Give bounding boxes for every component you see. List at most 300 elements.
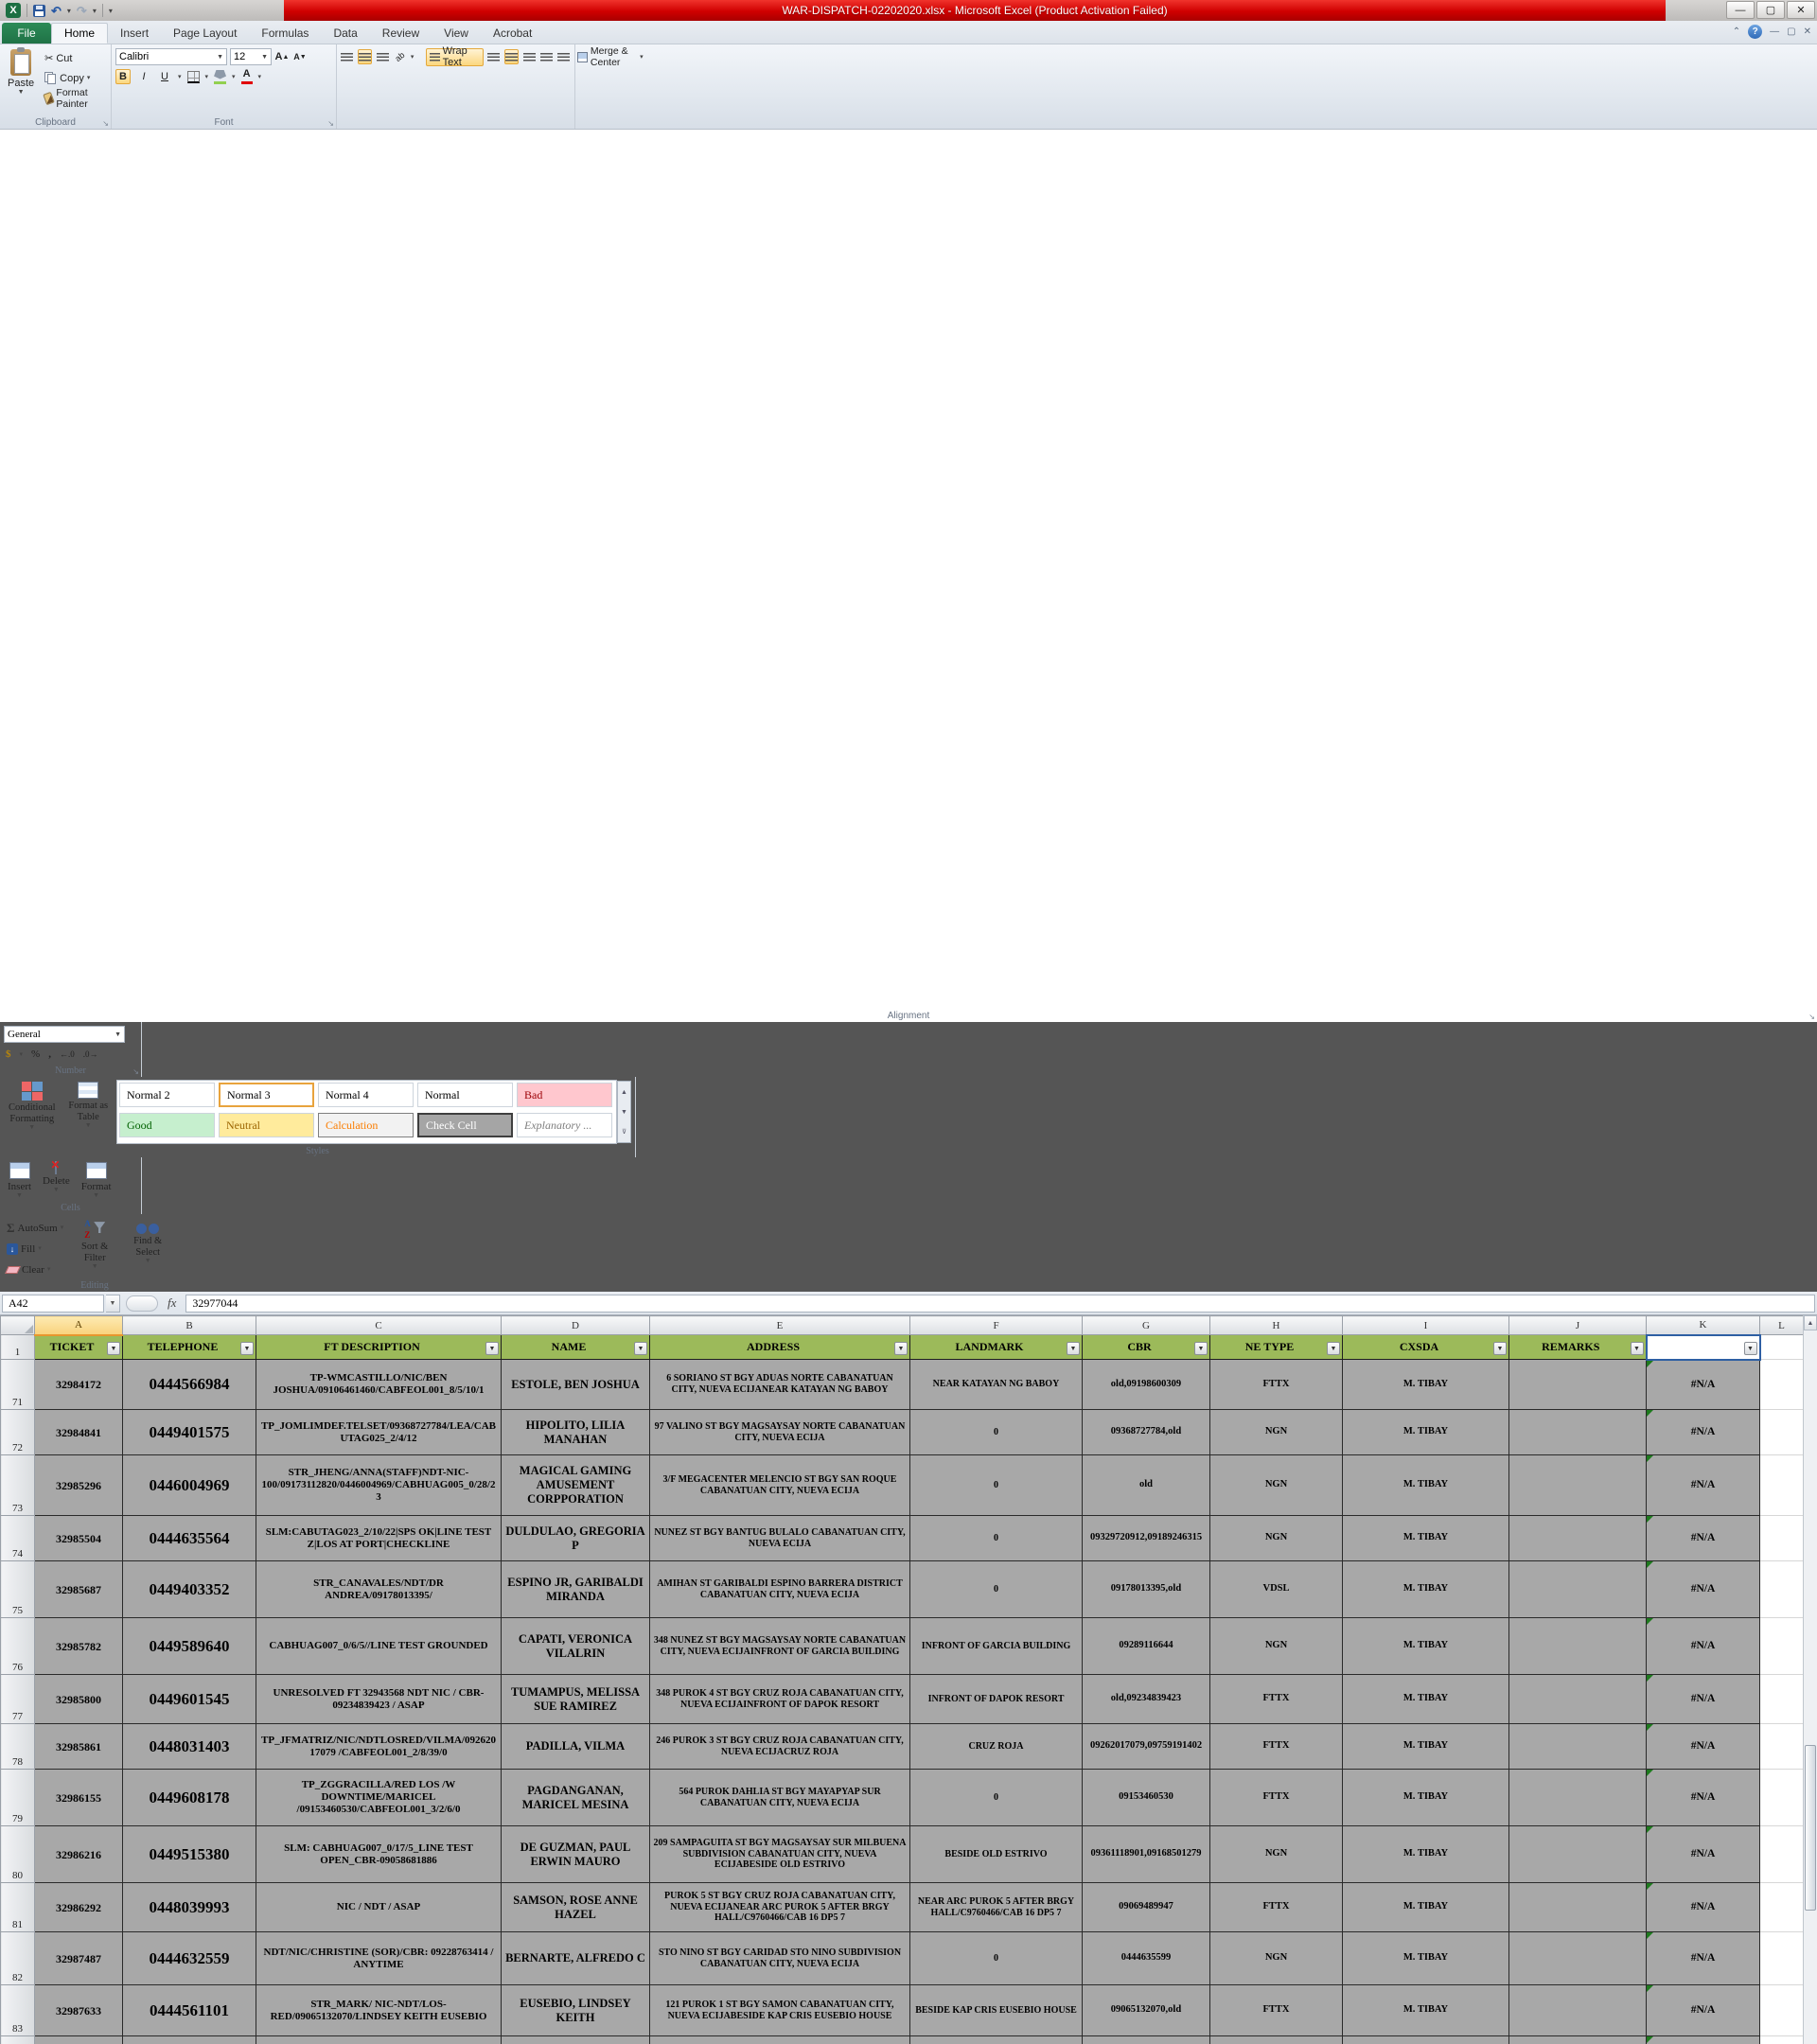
cell-address[interactable] [650,2036,910,2044]
tab-review[interactable]: Review [381,26,420,40]
clear-button[interactable]: Clear ▾ [4,1260,66,1278]
cell-k[interactable]: #N/A [1647,1675,1760,1724]
cell-cxsda[interactable]: M. TIBAY [1343,1770,1509,1826]
cell-telephone[interactable]: 0444632559 [123,1932,256,1985]
cell-ft_description[interactable]: TP_ZGGRACILLA/RED LOS /W DOWNTIME/MARICEL /09153460530/CABFEOL001_3/2/6/0 [256,1770,502,1826]
cell-telephone[interactable]: 0444561101 [123,1985,256,2036]
cell-ft_description[interactable]: SLM:CABUTAG023_2/10/22|SPS OK|LINE TEST Z|LOS AT PORT|CHECKLINE [256,1516,502,1561]
cell-ft_description[interactable] [256,2036,502,2044]
align-middle-icon[interactable] [358,49,372,64]
cell-ticket[interactable]: 32986155 [35,1770,123,1826]
cell-name[interactable]: MAGICAL GAMING AMUSEMENT CORPPORATION [502,1455,650,1516]
row-number[interactable]: 75 [1,1561,35,1618]
filter-dropdown-icon[interactable]: ▼ [1744,1342,1757,1355]
cell-style-check-cell[interactable]: Check Cell [417,1113,513,1137]
cell-telephone[interactable]: 0446004969 [123,1455,256,1516]
cell-name[interactable]: ESTOLE, BEN JOSHUA [502,1360,650,1410]
cell-ft_description[interactable]: NIC / NDT / ASAP [256,1883,502,1932]
vertical-scrollbar[interactable] [1803,1315,1817,2044]
cell-remarks[interactable] [1509,1455,1647,1516]
column-header-J[interactable]: J [1509,1316,1647,1335]
tab-formulas[interactable]: Formulas [261,26,309,40]
cell-l[interactable] [1760,1561,1804,1618]
cell-telephone[interactable]: 0449608178 [123,1770,256,1826]
cell-address[interactable]: 564 PUROK DAHLIA ST BGY MAYAPYAP SUR CABANATUAN CITY, NUEVA ECIJA [650,1770,910,1826]
cell-k[interactable]: #N/A [1647,1410,1760,1455]
cell-style-good[interactable]: Good [119,1113,215,1137]
row-number[interactable]: 83 [1,1985,35,2036]
vertical-scroll-thumb[interactable] [1805,1745,1816,1911]
cell-telephone[interactable]: 0449589640 [123,1618,256,1675]
fill-button[interactable]: ↓ Fill ▾ [4,1240,66,1258]
cell-cbr[interactable]: 09069489947 [1083,1883,1210,1932]
cell-telephone[interactable]: 0449401575 [123,1410,256,1455]
cell-l[interactable] [1760,1985,1804,2036]
header-cell-telephone[interactable] [123,1335,256,1360]
tab-acrobat[interactable]: Acrobat [492,26,533,40]
header-cell-ne_type[interactable] [1210,1335,1343,1360]
filter-dropdown-icon[interactable]: ▼ [1631,1342,1644,1355]
cell-cbr[interactable]: 09289116644 [1083,1618,1210,1675]
number-format-combo[interactable]: General ▼ [4,1026,125,1043]
cell-telephone[interactable]: 0449515380 [123,1826,256,1883]
cell-name[interactable]: PAGDANGANAN, MARICEL MESINA [502,1770,650,1826]
excel-logo-icon[interactable]: X [6,3,21,18]
cell-ft_description[interactable]: STR_JHENG/ANNA(STAFF)NDT-NIC-100/09173112820/0446004969/CABHUAG005_0/28/23 [256,1455,502,1516]
filter-dropdown-icon[interactable]: ▼ [894,1342,908,1355]
header-cell-remarks[interactable] [1509,1335,1647,1360]
cell-cbr[interactable]: 09262017079,09759191402 [1083,1724,1210,1770]
column-header-F[interactable]: F [910,1316,1083,1335]
cell-ticket[interactable]: 32985687 [35,1561,123,1618]
cell-ticket[interactable]: 32985296 [35,1455,123,1516]
align-bottom-icon[interactable] [377,49,389,64]
doc-close-icon[interactable]: ✕ [1803,26,1811,37]
alignment-dialog-launcher-icon[interactable]: ↘ [1808,1013,1815,1021]
cut-button[interactable] [42,49,107,67]
styles-gallery-down-icon[interactable]: ▼ [621,1107,627,1116]
cell-remarks[interactable] [1509,1618,1647,1675]
cell-landmark[interactable]: 0 [910,1561,1083,1618]
cell-cbr[interactable]: 09065132070,old [1083,1985,1210,2036]
cell-ticket[interactable]: 32984841 [35,1410,123,1455]
align-center-icon[interactable] [504,49,519,64]
doc-restore-icon[interactable]: ▢ [1787,26,1796,37]
cell-ne_type[interactable]: NGN [1210,1932,1343,1985]
cell-telephone[interactable]: 0444566984 [123,1360,256,1410]
row-number[interactable]: 74 [1,1516,35,1561]
styles-gallery-up-icon[interactable]: ▲ [621,1087,627,1096]
autosum-button[interactable]: Σ AutoSum ▾ [7,1220,64,1235]
cell-landmark[interactable]: CRUZ ROJA [910,1724,1083,1770]
paste-button[interactable] [4,47,38,115]
cell-landmark[interactable]: INFRONT OF GARCIA BUILDING [910,1618,1083,1675]
cell-cxsda[interactable]: M. TIBAY [1343,1561,1509,1618]
cell-cxsda[interactable]: M. TIBAY [1343,1826,1509,1883]
cell-cbr[interactable]: 09361118901,09168501279 [1083,1826,1210,1883]
format-cells-button[interactable]: Format ▼ [78,1160,115,1201]
header-cell-address[interactable] [650,1335,910,1360]
cell-l[interactable] [1760,1675,1804,1724]
clipboard-dialog-launcher-icon[interactable]: ↘ [102,119,109,128]
font-size-combo[interactable]: 12 ▼ [230,48,272,65]
undo-icon[interactable]: ↶ [51,3,62,18]
cell-landmark[interactable]: NEAR ARC PUROK 5 AFTER BRGY HALL/C9760466/CAB 16 DP5 7 [910,1883,1083,1932]
redo-icon[interactable]: ↷ [76,3,87,18]
font-name-combo[interactable]: Calibri ▼ [115,48,227,65]
cell-style-normal[interactable]: Normal [417,1083,513,1107]
cell-ticket[interactable] [35,2036,123,2044]
cell-ne_type[interactable]: FTTX [1210,1360,1343,1410]
cell-remarks[interactable] [1509,1516,1647,1561]
cell-telephone[interactable]: 0449601545 [123,1675,256,1724]
cell-ne_type[interactable] [1210,2036,1343,2044]
doc-minimize-icon[interactable]: — [1770,26,1780,37]
name-box[interactable]: A42 [2,1295,104,1313]
cell-name[interactable]: HIPOLITO, LILIA MANAHAN [502,1410,650,1455]
cell-ticket[interactable]: 32985782 [35,1618,123,1675]
cell-ft_description[interactable]: TP_JOMLIMDEF.TELSET/09368727784/LEA/CABUTAG025_2/4/12 [256,1410,502,1455]
delete-cells-button[interactable]: ✕ Delete ▼ [43,1158,70,1194]
cell-name[interactable]: DULDULAO, GREGORIA P [502,1516,650,1561]
cell-ne_type[interactable]: NGN [1210,1410,1343,1455]
column-header-K[interactable]: K [1647,1316,1760,1335]
cell-name[interactable]: EUSEBIO, LINDSEY KEITH [502,1985,650,2036]
qat-customize-icon[interactable]: ▾ [108,6,113,15]
cell-ticket[interactable]: 32987633 [35,1985,123,2036]
cell-address[interactable]: 348 PUROK 4 ST BGY CRUZ ROJA CABANATUAN CITY, NUEVA ECIJAINFRONT OF DAPOK RESORT [650,1675,910,1724]
cell-ticket[interactable]: 32986216 [35,1826,123,1883]
cell-cbr[interactable]: 09329720912,09189246315 [1083,1516,1210,1561]
row-number[interactable]: 71 [1,1360,35,1410]
cell-address[interactable]: 97 VALINO ST BGY MAGSAYSAY NORTE CABANATUAN CITY, NUEVA ECIJA [650,1410,910,1455]
cell-remarks[interactable] [1509,2036,1647,2044]
cell-l[interactable] [1760,1516,1804,1561]
increase-decimal-icon[interactable]: ←.0 [59,1049,75,1059]
cell-landmark[interactable]: INFRONT OF DAPOK RESORT [910,1675,1083,1724]
cell-ft_description[interactable]: UNRESOLVED FT 32943568 NDT NIC / CBR-09234839423 / ASAP [256,1675,502,1724]
font-dialog-launcher-icon[interactable]: ↘ [327,119,334,128]
conditional-formatting-button[interactable]: Conditional Formatting ▼ [4,1080,61,1144]
cell-telephone[interactable]: 0448031403 [123,1724,256,1770]
cell-name[interactable]: BERNARTE, ALFREDO C [502,1932,650,1985]
font-color-button[interactable] [241,69,253,84]
row-number[interactable]: 79 [1,1770,35,1826]
header-cell-ft_description[interactable] [256,1335,502,1360]
cell-l[interactable] [1760,1724,1804,1770]
copy-button[interactable]: Copy ▾ [42,69,107,87]
cell-name[interactable]: TUMAMPUS, MELISSA SUE RAMIREZ [502,1675,650,1724]
cell-remarks[interactable] [1509,1360,1647,1410]
cell-ft_description[interactable]: TP_JFMATRIZ/NIC/NDTLOSRED/VILMA/09262017079 /CABFEOL001_2/8/39/0 [256,1724,502,1770]
formula-input[interactable]: 32977044 [185,1295,1815,1313]
comma-style-icon[interactable]: , [48,1048,51,1060]
cell-ne_type[interactable]: NGN [1210,1618,1343,1675]
cell-landmark[interactable]: 0 [910,1932,1083,1985]
column-header-H[interactable]: H [1210,1316,1343,1335]
bold-button[interactable]: B [115,69,131,84]
cell-l[interactable] [1760,2036,1804,2044]
row-number[interactable]: 73 [1,1455,35,1516]
increase-indent-icon[interactable] [557,49,570,64]
cell-address[interactable]: NUNEZ ST BGY BANTUG BULALO CABANATUAN CITY, NUEVA ECIJA [650,1516,910,1561]
cell-ne_type[interactable]: NGN [1210,1455,1343,1516]
cell-telephone[interactable]: 0449403352 [123,1561,256,1618]
fill-color-button[interactable] [214,70,226,84]
cell-cxsda[interactable]: M. TIBAY [1343,1516,1509,1561]
cell-k[interactable]: #N/A [1647,1883,1760,1932]
cell-address[interactable]: 246 PUROK 3 ST BGY CRUZ ROJA CABANATUAN CITY, NUEVA ECIJACRUZ ROJA [650,1724,910,1770]
cell-l[interactable] [1760,1932,1804,1985]
sort-filter-button[interactable]: A Z Sort & Filter ▼ [70,1217,119,1278]
column-header-C[interactable]: C [256,1316,502,1335]
cell-cxsda[interactable]: M. TIBAY [1343,1455,1509,1516]
header-cell-k[interactable] [1647,1335,1760,1360]
filter-dropdown-icon[interactable]: ▼ [1194,1342,1208,1355]
cell-address[interactable]: 6 SORIANO ST BGY ADUAS NORTE CABANATUAN CITY, NUEVA ECIJANEAR KATAYAN NG BABOY [650,1360,910,1410]
column-header-B[interactable]: B [123,1316,256,1335]
cell-k[interactable] [1647,2036,1760,2044]
cell-ne_type[interactable]: NGN [1210,1516,1343,1561]
insert-cells-button[interactable]: Insert ▼ [4,1160,35,1201]
header-cell-name[interactable] [502,1335,650,1360]
cell-k[interactable]: #N/A [1647,1932,1760,1985]
cell-l[interactable] [1760,1770,1804,1826]
cell-ticket[interactable]: 32984172 [35,1360,123,1410]
tab-page-layout[interactable]: Page Layout [173,26,238,40]
vertical-scroll-track[interactable] [1804,1330,1817,2044]
cell-k[interactable]: #N/A [1647,1561,1760,1618]
cell-k[interactable]: #N/A [1647,1985,1760,2036]
cell-style-normal4[interactable]: Normal 4 [318,1083,414,1107]
cell-cbr[interactable]: old [1083,1455,1210,1516]
column-header-A[interactable]: A [35,1316,123,1335]
row-number[interactable]: 72 [1,1410,35,1455]
cell-cxsda[interactable]: M. TIBAY [1343,1360,1509,1410]
merge-center-button[interactable]: Merge & Center ▾ [574,48,646,66]
cell-remarks[interactable] [1509,1675,1647,1724]
cell-ticket[interactable]: 32985861 [35,1724,123,1770]
cell-l[interactable] [1760,1883,1804,1932]
column-header-L[interactable]: L [1760,1316,1804,1335]
column-header-I[interactable]: I [1343,1316,1509,1335]
cell-landmark[interactable]: 0 [910,1410,1083,1455]
cell-cbr[interactable]: old,09234839423 [1083,1675,1210,1724]
cell-ticket[interactable]: 32985504 [35,1516,123,1561]
cell-landmark[interactable]: BESIDE KAP CRIS EUSEBIO HOUSE [910,1985,1083,2036]
cell-name[interactable]: ESPINO JR, GARIBALDI MIRANDA [502,1561,650,1618]
cell-ne_type[interactable]: FTTX [1210,1770,1343,1826]
column-header-E[interactable]: E [650,1316,910,1335]
borders-icon[interactable] [187,71,200,83]
help-icon[interactable]: ? [1748,25,1762,39]
grow-font-icon[interactable]: A ▲ [274,51,290,62]
align-right-icon[interactable] [523,49,536,64]
align-left-icon[interactable] [487,49,500,64]
filter-dropdown-icon[interactable]: ▼ [485,1342,499,1355]
cell-name[interactable]: DE GUZMAN, PAUL ERWIN MAURO [502,1826,650,1883]
cell-k[interactable]: #N/A [1647,1360,1760,1410]
format-painter-button[interactable] [42,86,107,110]
cell-remarks[interactable] [1509,1561,1647,1618]
undo-dropdown-icon[interactable]: ▾ [66,6,71,15]
header-cell-ticket[interactable] [35,1335,123,1360]
cell-telephone[interactable] [123,2036,256,2044]
cell-ne_type[interactable]: FTTX [1210,1724,1343,1770]
cell-landmark[interactable]: 0 [910,1455,1083,1516]
shrink-font-icon[interactable]: A ▼ [293,52,307,62]
row-number[interactable]: 81 [1,1883,35,1932]
cell-telephone[interactable]: 0444635564 [123,1516,256,1561]
header-cell-landmark[interactable] [910,1335,1083,1360]
cell-landmark[interactable]: 0 [910,1770,1083,1826]
column-header-G[interactable]: G [1083,1316,1210,1335]
cell-name[interactable]: CAPATI, VERONICA VILALRIN [502,1618,650,1675]
accounting-format-icon[interactable]: $ [6,1048,11,1060]
tab-view[interactable]: View [444,26,468,40]
header-cell-l[interactable] [1760,1335,1804,1360]
save-icon[interactable] [33,5,45,17]
filter-dropdown-icon[interactable]: ▼ [634,1342,647,1355]
row-number[interactable] [1,2036,35,2044]
cell-address[interactable]: PUROK 5 ST BGY CRUZ ROJA CABANATUAN CITY, NUEVA ECIJANEAR ARC PUROK 5 AFTER BRGY HALL/C9760466/CAB 16 DP5 7 [650,1883,910,1932]
cell-cxsda[interactable]: M. TIBAY [1343,1618,1509,1675]
column-header-D[interactable]: D [502,1316,650,1335]
cell-remarks[interactable] [1509,1410,1647,1455]
cell-cbr[interactable]: 09153460530 [1083,1770,1210,1826]
cell-l[interactable] [1760,1360,1804,1410]
styles-gallery-more-icon[interactable]: ⊽ [621,1128,627,1137]
decrease-indent-icon[interactable] [540,49,553,64]
cell-address[interactable]: 348 NUNEZ ST BGY MAGSAYSAY NORTE CABANATUAN CITY, NUEVA ECIJAINFRONT OF GARCIA BUILDING [650,1618,910,1675]
cell-landmark[interactable] [910,2036,1083,2044]
cell-address[interactable]: 3/F MEGACENTER MELENCIO ST BGY SAN ROQUE CABANATUAN CITY, NUEVA ECIJA [650,1455,910,1516]
cell-remarks[interactable] [1509,1883,1647,1932]
cell-ne_type[interactable]: FTTX [1210,1675,1343,1724]
number-dialog-launcher-icon[interactable]: ↘ [132,1067,139,1076]
cell-k[interactable]: #N/A [1647,1618,1760,1675]
cell-ne_type[interactable]: VDSL [1210,1561,1343,1618]
cell-l[interactable] [1760,1410,1804,1455]
cell-style-neutral[interactable]: Neutral [219,1113,314,1137]
orientation-icon[interactable]: ab [393,49,407,64]
row-number[interactable]: 80 [1,1826,35,1883]
redo-dropdown-icon[interactable]: ▾ [92,6,97,15]
cell-landmark[interactable]: BESIDE OLD ESTRIVO [910,1826,1083,1883]
underline-button[interactable]: U [161,71,168,82]
row-number[interactable]: 82 [1,1932,35,1985]
close-button[interactable]: ✕ [1787,1,1815,19]
maximize-button[interactable]: ▢ [1756,1,1785,19]
cell-cxsda[interactable]: M. TIBAY [1343,1410,1509,1455]
row-number[interactable]: 77 [1,1675,35,1724]
cell-ticket[interactable]: 32987487 [35,1932,123,1985]
cell-style-explanatory[interactable]: Explanatory ... [517,1113,612,1137]
cell-address[interactable]: 209 SAMPAGUITA ST BGY MAGSAYSAY SUR MILBUENA SUBDIVISION CABANATUAN CITY, NUEVA ECIJABESIDE OLD ESTRIVO [650,1826,910,1883]
tab-data[interactable]: Data [333,26,358,40]
cell-style-normal2[interactable]: Normal 2 [119,1083,215,1107]
cell-ft_description[interactable]: STR_MARK/ NIC-NDT/LOS-RED/09065132070/LINDSEY KEITH EUSEBIO [256,1985,502,2036]
cell-cxsda[interactable]: M. TIBAY [1343,1985,1509,2036]
cell-ft_description[interactable]: SLM: CABHUAG007_0/17/5_LINE TEST OPEN_CBR-09058681886 [256,1826,502,1883]
cell-cbr[interactable]: 09178013395,old [1083,1561,1210,1618]
header-cell-cxsda[interactable] [1343,1335,1509,1360]
cell-name[interactable]: SAMSON, ROSE ANNE HAZEL [502,1883,650,1932]
cell-cxsda[interactable]: M. TIBAY [1343,1932,1509,1985]
cell-k[interactable]: #N/A [1647,1724,1760,1770]
cell-ft_description[interactable]: TP-WMCASTILLO/NIC/BEN JOSHUA/09106461460/CABFEOL001_8/5/10/1 [256,1360,502,1410]
minimize-button[interactable]: — [1726,1,1755,19]
cell-remarks[interactable] [1509,1826,1647,1883]
tab-insert[interactable]: Insert [120,26,150,40]
cell-ft_description[interactable]: STR_CANAVALES/NDT/DR ANDREA/09178013395/ [256,1561,502,1618]
wrap-text-button[interactable] [426,45,483,68]
cell-cbr[interactable] [1083,2036,1210,2044]
cell-ne_type[interactable]: FTTX [1210,1985,1343,2036]
cell-ticket[interactable]: 32985800 [35,1675,123,1724]
cell-name[interactable]: PADILLA, VILMA [502,1724,650,1770]
scroll-up-icon[interactable]: ▲ [1804,1315,1817,1330]
cell-address[interactable]: STO NINO ST BGY CARIDAD STO NINO SUBDIVISION CABANATUAN CITY, NUEVA ECIJA [650,1932,910,1985]
cell-l[interactable] [1760,1618,1804,1675]
cell-ft_description[interactable]: NDT/NIC/CHRISTINE (SOR)/CBR: 09228763414 / ANYTIME [256,1932,502,1985]
cell-remarks[interactable] [1509,1724,1647,1770]
ribbon-collapse-icon[interactable]: ⌃ [1732,26,1741,37]
cell-style-normal3[interactable]: Normal 3 [219,1083,314,1107]
cell-cxsda[interactable] [1343,2036,1509,2044]
cell-telephone[interactable]: 0448039993 [123,1883,256,1932]
row-number[interactable]: 76 [1,1618,35,1675]
row-number[interactable]: 1 [1,1335,35,1360]
cell-remarks[interactable] [1509,1932,1647,1985]
cell-cbr[interactable]: old,09198600309 [1083,1360,1210,1410]
cell-remarks[interactable] [1509,1770,1647,1826]
cell-address[interactable]: 121 PUROK 1 ST BGY SAMON CABANATUAN CITY, NUEVA ECIJABESIDE KAP CRIS EUSEBIO HOUSE [650,1985,910,2036]
cell-name[interactable] [502,2036,650,2044]
percent-style-icon[interactable]: % [31,1048,41,1060]
cell-ne_type[interactable]: FTTX [1210,1883,1343,1932]
select-all-corner[interactable] [1,1316,35,1335]
filter-dropdown-icon[interactable]: ▼ [1493,1342,1507,1355]
cell-l[interactable] [1760,1455,1804,1516]
filter-dropdown-icon[interactable]: ▼ [1067,1342,1080,1355]
header-cell-cbr[interactable] [1083,1335,1210,1360]
cell-landmark[interactable]: 0 [910,1516,1083,1561]
cell-remarks[interactable] [1509,1985,1647,2036]
cell-l[interactable] [1760,1826,1804,1883]
cell-cbr[interactable]: 0444635599 [1083,1932,1210,1985]
cell-address[interactable]: AMIHAN ST GARIBALDI ESPINO BARRERA DISTRICT CABANATUAN CITY, NUEVA ECIJA [650,1561,910,1618]
row-number[interactable]: 78 [1,1724,35,1770]
find-select-button[interactable]: Find & Select ▼ [123,1217,172,1278]
filter-dropdown-icon[interactable]: ▼ [240,1342,254,1355]
decrease-decimal-icon[interactable]: .0→ [82,1049,98,1059]
filter-dropdown-icon[interactable]: ▼ [1327,1342,1340,1355]
filter-dropdown-icon[interactable]: ▼ [107,1342,120,1355]
cell-style-calculation[interactable]: Calculation [318,1113,414,1137]
format-as-table-button[interactable]: Format as Table ▼ [64,1080,113,1144]
cell-k[interactable]: #N/A [1647,1516,1760,1561]
cell-landmark[interactable]: NEAR KATAYAN NG BABOY [910,1360,1083,1410]
tab-file[interactable]: File [2,23,51,44]
cell-ft_description[interactable]: CABHUAG007_0/6/5//LINE TEST GROUNDED [256,1618,502,1675]
tab-home[interactable]: Home [51,23,108,44]
cell-ne_type[interactable]: NGN [1210,1826,1343,1883]
paste-dropdown-icon[interactable]: ▼ [17,89,25,97]
align-top-icon[interactable] [341,49,353,64]
cell-cxsda[interactable]: M. TIBAY [1343,1883,1509,1932]
name-box-dropdown-icon[interactable]: ▼ [106,1295,120,1313]
